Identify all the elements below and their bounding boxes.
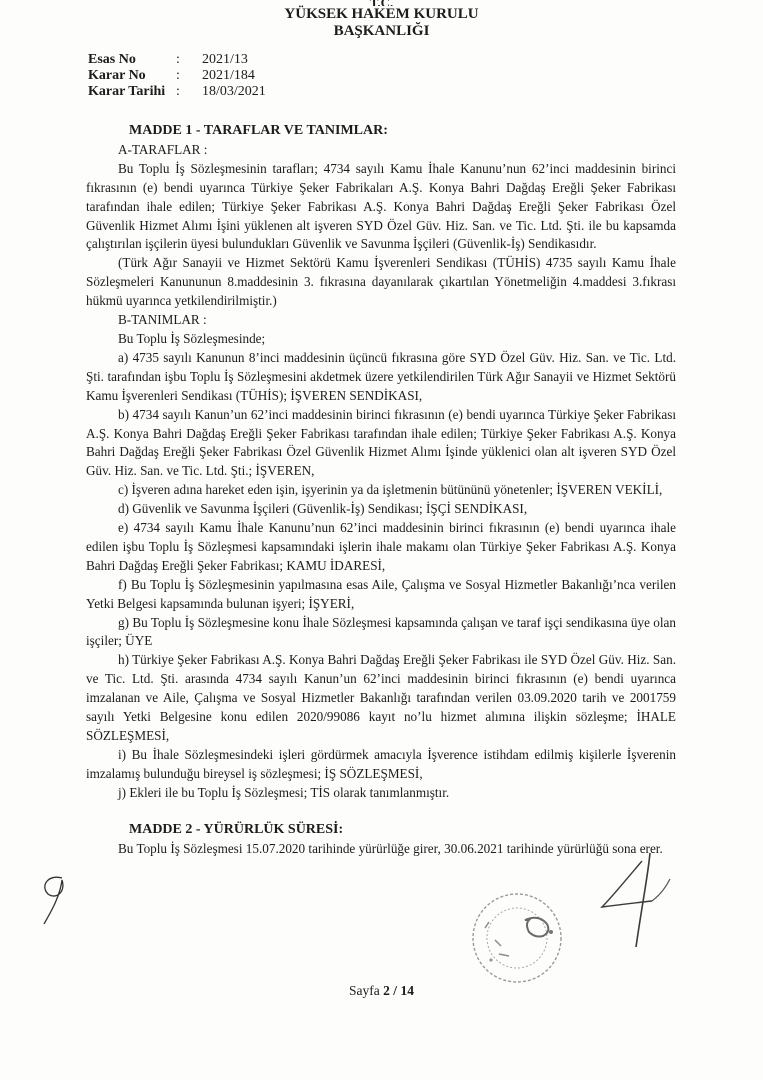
body-paragraph: g) Bu Toplu İş Sözleşmesine konu İhale Sözleşmesi kapsamında çalışan ve taraf işçi sendikasına üye olan işçiler; ÜYE xyxy=(86,614,676,649)
meta-key: Karar No xyxy=(88,68,146,83)
meta-row xyxy=(88,84,266,100)
section-heading: MADDE 2 - YÜRÜRLÜK SÜRESİ: xyxy=(129,821,344,837)
body-paragraph: i) Bu İhale Sözleşmesindeki işleri gördürmek amacıyla İşverence istihdam edilmiş kişilerle İşverenin imzalamış bulunduğu bireysel iş sözleşmesi; İŞ SÖZLEŞMESİ, xyxy=(86,746,676,781)
meta-colon: : xyxy=(176,84,180,99)
meta-colon: : xyxy=(176,52,180,67)
body-paragraph: Bu Toplu İş Sözleşmesinde; xyxy=(118,330,266,346)
page-number: 2 xyxy=(383,983,390,998)
body-paragraph: (Türk Ağır Sanayii ve Hizmet Sektörü Kamu İşverenleri Sendikası (TÜHİS) 4735 sayılı Kamu İhale Sözleşmeleri Kanununun 8.maddesinin 3. fıkrasına dayanılarak çıkartılan Yönetmeliğin 4.maddesi 3.fıkrası hükmü uyarınca yetkilendirilmiştir.) xyxy=(86,255,676,309)
body-paragraph: f) Bu Toplu İş Sözleşmesinin yapılmasına esas Aile, Çalışma ve Sosyal Hizmetler Bakanlığı’nca verilen Yetki Belgesi kapsamında bulunan işyeri; İŞYERİ, xyxy=(86,576,676,611)
section-heading: MADDE 1 - TARAFLAR VE TANIMLAR: xyxy=(129,123,388,138)
meta-colon: : xyxy=(176,68,180,83)
body-paragraph: Bu Toplu İş Sözleşmesi 15.07.2020 tarihinde yürürlüğe girer, 30.06.2021 tarihinde yürürlüğü sona erer. xyxy=(118,840,663,856)
meta-row xyxy=(88,52,266,68)
body-paragraph: c) İşveren adına hareket eden işin, işyerinin ya da işletmenin bütününü yönetenler; İŞVEREN VEKİLİ, xyxy=(118,482,663,498)
meta-key: Karar Tarihi xyxy=(88,84,166,99)
meta-value: 2021/13 xyxy=(202,52,248,67)
meta-value: 2021/184 xyxy=(202,68,255,83)
subsection-heading: B-TANIMLAR : xyxy=(118,312,207,328)
page-total: 14 xyxy=(400,983,414,998)
case-meta xyxy=(88,52,266,100)
document-header xyxy=(0,0,763,40)
page-separator: / xyxy=(393,983,398,998)
meta-value: 18/03/2021 xyxy=(202,84,266,99)
body-paragraph: d) Güvenlik ve Savunma İşçileri (Güvenlik-İş) Sendikası; İŞÇİ SENDİKASI, xyxy=(118,501,528,517)
margin-handwriting-icon xyxy=(32,870,82,930)
body-paragraph: a) 4735 sayılı Kanunun 8’inci maddesinin üçüncü fıkrasına göre SYD Özel Güv. Hiz. San. ve Tic. Ltd. Şti. tarafından işbu Toplu İş Sözleşmesini akdetmek üzere yetkilendirilen Türk Ağır Sanayii ve Hizmet Sektörü Kamu İşverenleri Sendikası (TÜHİS); İŞVEREN SENDİKASI, xyxy=(86,349,676,403)
header-institution: YÜKSEK HAKEM KURULU xyxy=(284,6,479,22)
header-department: BAŞKANLIĞI xyxy=(333,23,430,39)
body-paragraph: j) Ekleri ile bu Toplu İş Sözleşmesi; TİS olarak tanımlanmıştır. xyxy=(118,784,450,800)
page-footer xyxy=(0,983,763,999)
body-paragraph: h) Türkiye Şeker Fabrikası A.Ş. Konya Bahri Dağdaş Ereğli Şeker Fabrikası ile SYD Özel Güv. Hiz. San. ve Tic. Ltd. Şti. arasında 4734 sayılı Kanun’un 62’inci maddesinin birinci fıkrasının (e) bendi uyarınca imzalanan ve Aile, Çalışma ve Sosyal Hizmetler Bakanlığı tarafından verilen 03.09.2020 tarih ve 2001759 sayılı Yetki Belgesine konu edilen 2020/99086 kayıt no’lu hizmet alımına ilişkin sözleşme; İHALE SÖZLEŞMESİ, xyxy=(86,652,676,743)
page-label: Sayfa xyxy=(349,983,380,998)
subsection-heading: A-TARAFLAR : xyxy=(118,141,208,157)
body-paragraph: e) 4734 sayılı Kamu İhale Kanunu’nun 62’inci maddesinin birinci fıkrasının (e) bendi uyarınca ihale edilen işbu Toplu İş Sözleşmesi kapsamındaki işlerin ihale makamı olan Türkiye Şeker Fabrikası A.Ş. Konya Bahri Dağdaş Ereğli Şeker Fabrikası; KAMU İDARESİ, xyxy=(86,520,676,573)
body-paragraph: b) 4734 sayılı Kanun’un 62’inci maddesinin birinci fıkrasının (e) bendi uyarınca Türkiye Şeker Fabrikası A.Ş. Konya Bahri Dağdaş Ereğli Şeker Fabrikası tarafından ihale edilen; Türkiye Şeker Fabrikası A.Ş. Konya Bahri Dağdaş Ereğli Şeker Fabrikası Özel Güvenlik Hizmet Alımı İşinde yüklenici olan alt işveren SYD Özel Güv. Hiz. San. ve Tic. Ltd. Şti.; İŞVEREN, xyxy=(86,406,676,479)
meta-key: Esas No xyxy=(88,52,136,67)
signature-icon xyxy=(590,845,680,955)
section-spacer xyxy=(86,803,676,821)
body-paragraph: Bu Toplu İş Sözleşmesinin tarafları; 4734 sayılı Kamu İhale Kanunu’nun 62’inci maddesinin birinci fıkrasının (e) bendi uyarınca Türkiye Şeker Fabrikaları A.Ş. Konya Bahri Dağdaş Ereğli Şeker Fabrikası tarafından ihale edilen; Türkiye Şeker Fabrikası A.Ş. Konya Bahri Dağdaş Ereğli Şeker Fabrikası Özel Güvenlik Hizmet Alımı İşini yüklenen alt işveren SYD Özel Güv. Hiz. San. ve Tic. Ltd. Şti. ile bu kapsamda çalıştırılan işçilerin üyesi bulundukları Güvenlik ve Savunma İşçileri (Güvenlik-İş) Sendikasıdır. xyxy=(86,160,676,252)
document-body xyxy=(86,122,676,858)
meta-row xyxy=(88,68,266,84)
